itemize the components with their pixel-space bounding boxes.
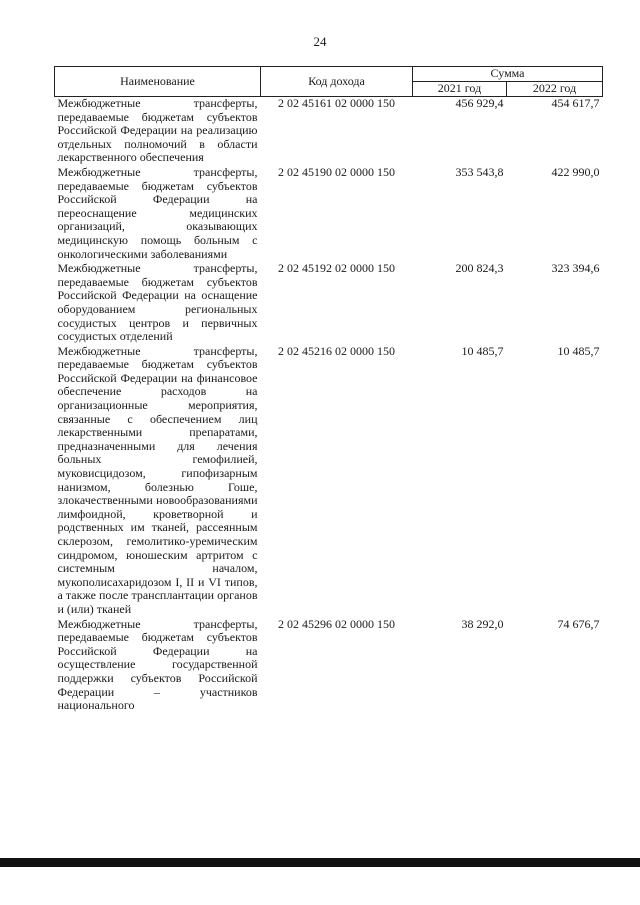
row-name: Межбюджетные трансферты, передаваемые бюджетам субъектов Российской Федерации на оснащение оборудованием региональных сосудистых центров и первичных сосудистых отделений: [57, 261, 258, 344]
revenue-table: [54, 66, 603, 714]
row-name: Межбюджетные трансферты, передаваемые бюджетам субъектов Российской Федерации на реализацию отдельных полномочий в области лекарственного обеспечения: [57, 96, 258, 165]
row-name: Межбюджетные трансферты, передаваемые бюджетам субъектов Российской Федерации на переоснащение медицинских организаций, оказывающих медицинскую помощь больным с онкологическими заболеваниями: [57, 164, 258, 261]
table-row: [55, 166, 603, 262]
header-name: Наименование: [55, 67, 261, 97]
row-code: 2 02 45190 02 0000 150: [278, 164, 395, 179]
row-amount-2022: 323 394,6: [551, 261, 600, 276]
row-amount-2021: 10 485,7: [461, 343, 504, 358]
header-sum: Сумма: [413, 67, 603, 82]
row-code: 2 02 45216 02 0000 150: [278, 343, 395, 358]
header-year-2022: 2022 год: [507, 82, 603, 97]
row-amount-2022: 10 485,7: [557, 343, 600, 358]
row-amount-2022: 454 617,7: [551, 96, 600, 110]
row-amount-2022: 422 990,0: [551, 164, 600, 179]
scan-bottom-edge: [0, 858, 640, 867]
row-name: Межбюджетные трансферты, передаваемые бюджетам субъектов Российской Федерации на финансовое обеспечение расходов на организационные мероприятия, связанные с обеспечением лиц лекарственными препаратами, предназначенными для лечения больных гемофилией, муковисцидозом, гипофизарным нанизмом, болезнью Гоше, злокачественными новообразованиями лимфоидной, кроветворной и родственных им тканей, рассеянным склерозом, гемолитико-уремическим синдромом, юношеским артритом с системным началом, мукополисахаридозом I, II и VI типов, а также после трансплантации органов и (или) тканей: [57, 343, 258, 616]
page-number: 24: [313, 34, 327, 49]
table-row: [55, 618, 603, 714]
row-code: 2 02 45296 02 0000 150: [278, 616, 395, 631]
table-row: [55, 345, 603, 618]
row-amount-2021: 456 929,4: [455, 96, 504, 110]
row-name: Межбюджетные трансферты, передаваемые бюджетам субъектов Российской Федерации на осуществление государственной поддержки субъектов Российской Федерации – участников национального: [57, 616, 258, 713]
header-year-2021: 2021 год: [413, 82, 507, 97]
row-amount-2021: 353 543,8: [455, 164, 504, 179]
row-amount-2021: 38 292,0: [461, 616, 504, 631]
row-code: 2 02 45192 02 0000 150: [278, 261, 395, 276]
header-code: Код дохода: [261, 67, 413, 97]
row-amount-2022: 74 676,7: [557, 616, 600, 631]
table-row: [55, 97, 603, 166]
row-amount-2021: 200 824,3: [455, 261, 504, 276]
table-row: [55, 262, 603, 345]
row-code: 2 02 45161 02 0000 150: [278, 96, 395, 110]
